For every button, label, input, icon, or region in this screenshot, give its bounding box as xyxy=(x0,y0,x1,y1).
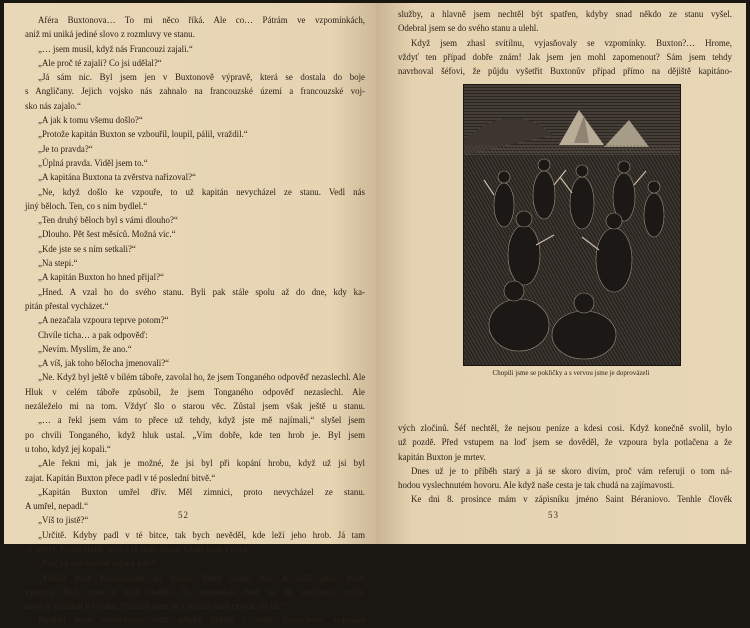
book-spread xyxy=(4,3,746,626)
text-line: „Úplná pravda. Viděl jsem to.“ xyxy=(38,157,148,168)
left-page xyxy=(4,3,376,626)
text-line: „Hned. A vzal ho do svého stanu. Byli pak stále spolu až do dne, kdy ka- xyxy=(38,286,365,297)
text-line: vých zločinů. Šéf nechtěl, že nejsou peníze a kdesi cosi. Když konečně svolil, bylo xyxy=(398,423,732,433)
text-line: vždyť ten případ dobře znám! Jak jsem jen mohl zapomenout? Sám jsem tehdy xyxy=(398,51,732,62)
text-line: navrhoval šéfovi, že půjdu vyšetřit Buxtonův případ přímo na dějiště kapitáno- xyxy=(398,66,732,77)
text-line: Dnes už je to příběh starý a já se skoro divím, proč vám referuji o tom ná- xyxy=(411,465,732,476)
right-page xyxy=(376,3,746,544)
text-line: A umřel, nepadl.“ xyxy=(25,501,89,512)
text-line: Když jsem zhasl svítilnu, vyjasňovaly se vzpomínky. Buxton?… Hrome, xyxy=(411,37,732,48)
text-line: „Ale řekni mi, jak je možné, že jsi byl při kopání hrobu, když už jsi byl xyxy=(38,458,365,469)
text-line: Aféra Buxtonova… To mi něco říká. Ale co… Pátrám ve vzpomínkách, xyxy=(38,15,365,25)
text-line: „A jak k tomu všemu došlo?“ xyxy=(38,115,143,126)
text-line: Ke dni 8. prosince mám v zápisníku jméno Saint Béraniovo. Tenhle člověk xyxy=(411,494,732,505)
text-line: hodou vyslechnutém hovoru. Ale když naše cesta je tak chudá na zajímavosti. xyxy=(398,480,675,491)
text-line: „Ne, když došlo ke vzpouře, to už kapitán nevycházel ze stanu. Vedl nás xyxy=(38,186,365,197)
text-line: „A kapitána Buxtona ta zvěrstva nařizoval?“ xyxy=(38,172,196,183)
right-page-text-bottom xyxy=(398,421,732,507)
text-line: u toho, když jej kopali.“ xyxy=(25,443,111,454)
text-line: po chvíli Tonganého, když hluk ustal. „Vím dobře, kde ten hrob je. Byl jsem xyxy=(25,429,365,440)
text-line: „Ale proč té zajali? Co jsi udělal?“ xyxy=(38,57,162,68)
text-line: s Angličany. Jejich vojsko nás zahnalo na francouzské území a francouzské voj- xyxy=(25,86,365,97)
text-line: „A nezačala vzpoura teprve potom?“ xyxy=(38,315,169,326)
text-line: „Dlouho. Pět šest měsíců. Možná víc.“ xyxy=(38,229,176,240)
text-line: „Víš to jistě?“ xyxy=(38,515,89,526)
text-line: „Na stepi.“ xyxy=(38,258,78,269)
text-line: Chvíle ticha… a pak odpověď: xyxy=(38,329,148,340)
text-line: „Kapitán Buxton umřel dřív. Měl zimnici, proto nevycházel ze stanu. xyxy=(38,486,365,497)
text-line: „Určitě. Kdyby padl v té bitce, tak bych nevěděl, kde leží jeho hrob. Já tam xyxy=(38,529,365,540)
text-line: aniž mi uniká jediné slovo z rozmluvy ve stanu. xyxy=(25,29,195,40)
text-line: „… jsem musil, když nás Francouzi zajali.“ xyxy=(38,43,193,54)
illustration xyxy=(463,84,681,366)
text-line: „A víš, jak toho bělocha jmenovali?“ xyxy=(38,358,170,369)
text-line: „Vběhli jsme Francouzům do rukou. Hned druhý den. A měli jsme zboží xyxy=(38,572,365,583)
text-line: „Ten druhý běloch byl s vámi dlouho?“ xyxy=(38,215,178,226)
text-line: pitán přestal vycházet.“ xyxy=(25,300,109,311)
text-line: „Ne. Když byl ještě v bílém táboře, zavolal ho, že jsem Tonganého odpověď nezaslechl. Ale xyxy=(38,372,366,383)
text-line: nezáleželo mi na tom. Vždyť šlo o starou věc. Zůstal jsem však ještě u stanu. xyxy=(25,401,365,412)
right-page-text-top xyxy=(398,7,732,78)
text-line: už nebyl. Nosili chtěli utéct a já chtěl domů. Utekl jsem s nimi.“ xyxy=(25,543,253,554)
text-line: zajat. Kapitán Buxton přece padl v té poslední bitvě.“ xyxy=(25,472,216,483)
text-line: „A kapitán Buxton ho hned přijal?“ xyxy=(38,272,164,283)
text-line: Hluk v celém táboře způsobil, že jsem Tonganého odpověď nezaslechl. Ale xyxy=(25,386,365,397)
text-line: už pozdě. Před vstupem na loď jsem se dověděl, že vzpoura byla potlačena a že xyxy=(398,437,732,448)
text-line: „Nevím. Myslím, že ano.“ xyxy=(38,343,132,354)
text-line: kapitán Buxton je mrtev. xyxy=(398,451,486,462)
text-line: jiný běloch. Ten, co s ním bydlel.“ xyxy=(25,200,148,211)
text-line: Odebral jsem se do svého stanu a ulehl. xyxy=(398,23,539,34)
text-line: Nechtěl jsem vyslechnout ještě nějaký příběh z doby černochovy vojenské xyxy=(38,615,365,626)
illustration-caption: Chopili jsme se pokličky a s vervou jsme je doprovázeli xyxy=(492,369,650,377)
text-line: sko nás zajalo.“ xyxy=(25,100,81,111)
text-line: „Je to pravda?“ xyxy=(38,143,93,154)
text-line: „Kde jste se s ním setkali?“ xyxy=(38,243,136,254)
text-line: služby, a hlavně jsem nechtěl být spatřen, kdyby snad někdo ze stanu vyšel. xyxy=(398,9,732,19)
text-line: „Proč jsi byl vlastně zajat a kde?“ xyxy=(38,558,158,569)
left-page-text xyxy=(25,13,365,628)
text-line: nebo se přihlásit k vojsku. Přihlásil jsem se a sloužil jsem celých pět let.“ xyxy=(25,601,286,612)
page-number-right: 53 xyxy=(548,510,559,520)
text-line: výpravy. Byli jsme u nich zlodějí. To znamenalo buď se dát nadlouho zavřít, xyxy=(25,586,365,597)
engraving-illustration xyxy=(464,85,680,365)
page-number-left: 52 xyxy=(178,510,189,520)
text-line: „Já sám nic. Byl jsem jen v Buxtonově výpravě, která se dostala do boje xyxy=(38,72,365,83)
text-line: „Protože kapitán Buxton se vzbouřil, loupil, pálil, vraždil.“ xyxy=(38,129,248,140)
text-line: „… a řekl jsem vám to přece už tehdy, když jste mě najímali,“ slyšel jsem xyxy=(38,415,365,426)
